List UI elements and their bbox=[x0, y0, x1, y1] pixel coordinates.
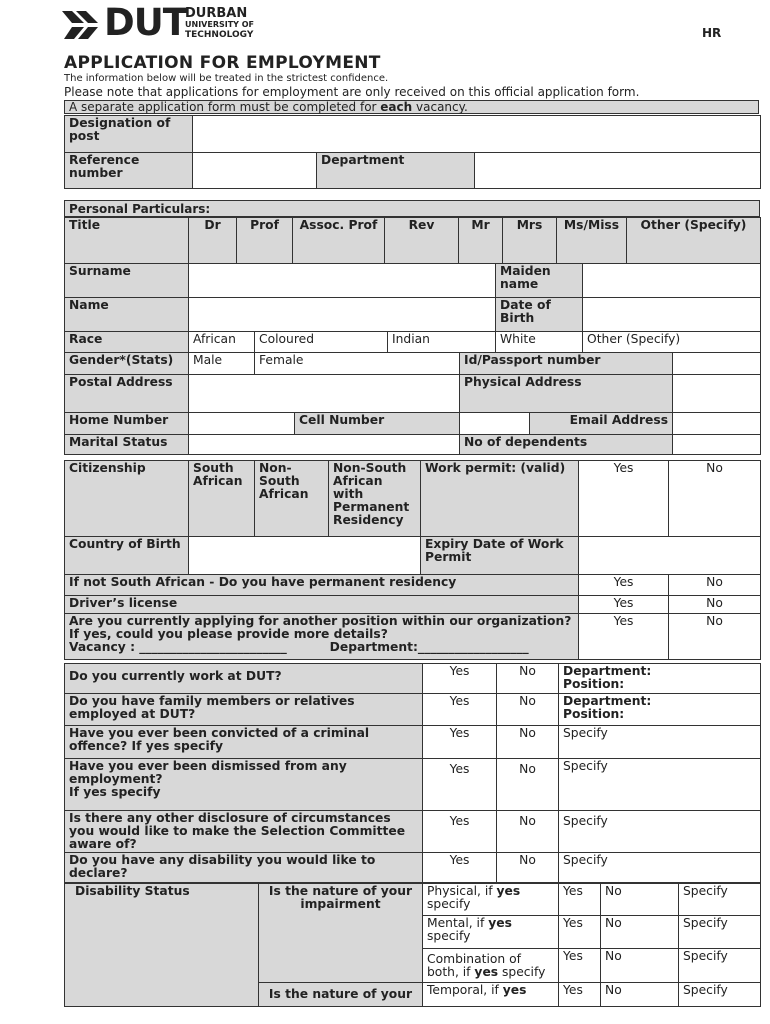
permit-label: Work permit: (valid) bbox=[421, 461, 579, 537]
disability-q-no[interactable]: No bbox=[497, 853, 559, 883]
physical-label: Physical Address bbox=[460, 375, 673, 413]
reference-field[interactable] bbox=[193, 153, 317, 189]
combination-specify[interactable]: Specify bbox=[679, 949, 761, 983]
title-rev[interactable]: Rev bbox=[385, 218, 459, 264]
home-label: Home Number bbox=[65, 413, 189, 435]
dependents-label: No of dependents bbox=[460, 435, 673, 455]
maiden-label: Maiden name bbox=[496, 264, 583, 298]
nature-label: Is the nature of your impairment bbox=[259, 884, 423, 983]
perm-res-label: If not South African - Do you have permanent residency bbox=[65, 575, 579, 596]
mental-option[interactable]: Mental, if yes specify bbox=[423, 916, 559, 949]
personal-table bbox=[64, 263, 761, 455]
temporal-yes[interactable]: Yes bbox=[559, 983, 601, 1007]
dismissed-no[interactable]: No bbox=[497, 759, 559, 811]
dismissed-yes[interactable]: Yes bbox=[423, 759, 497, 811]
country-label: Country of Birth bbox=[65, 537, 189, 575]
disclosure-yes[interactable]: Yes bbox=[423, 811, 497, 853]
questions-table bbox=[64, 663, 761, 883]
perm-res-yes[interactable]: Yes bbox=[579, 575, 669, 596]
title-table bbox=[64, 217, 761, 264]
dob-label: Date of Birth bbox=[496, 298, 583, 332]
criminal-specify[interactable]: Specify bbox=[559, 726, 761, 759]
reference-label: Reference number bbox=[65, 153, 193, 189]
postal-label: Postal Address bbox=[65, 375, 189, 413]
title-mr[interactable]: Mr bbox=[459, 218, 503, 264]
disability-status-label: Disability Status bbox=[65, 884, 259, 1007]
postal-field[interactable] bbox=[189, 375, 460, 413]
personal-section-header: Personal Particulars: bbox=[64, 200, 760, 217]
title-assoc-prof[interactable]: Assoc. Prof bbox=[293, 218, 385, 264]
another-position-label bbox=[65, 614, 579, 660]
expiry-field[interactable] bbox=[579, 537, 761, 575]
logo-arrows-icon bbox=[62, 9, 102, 41]
cit-south-african[interactable]: South African bbox=[189, 461, 255, 537]
disclosure-no[interactable]: No bbox=[497, 811, 559, 853]
department-field[interactable] bbox=[475, 153, 761, 189]
race-other[interactable]: Other (Specify) bbox=[583, 332, 761, 353]
logo-mark: DUT bbox=[104, 1, 187, 44]
title-label: Title bbox=[65, 218, 189, 264]
separate-form-note: A separate application form must be completed for each vacancy. bbox=[64, 100, 759, 114]
title-other[interactable]: Other (Specify) bbox=[627, 218, 761, 264]
dismissed-specify[interactable]: Specify bbox=[559, 759, 761, 811]
physical-field[interactable] bbox=[673, 375, 761, 413]
license-no[interactable]: No bbox=[669, 596, 761, 614]
mental-specify[interactable]: Specify bbox=[679, 916, 761, 949]
another-no[interactable]: No bbox=[669, 614, 761, 660]
dept-code: HR bbox=[702, 26, 722, 40]
designation-label: Designation of post bbox=[65, 116, 193, 153]
citizenship-table bbox=[64, 460, 761, 660]
cit-permanent-residency[interactable]: Non-South African with Permanent Residency bbox=[329, 461, 421, 537]
combination-no[interactable]: No bbox=[601, 949, 679, 983]
name-label: Name bbox=[65, 298, 189, 332]
combination-option[interactable]: Combination of both, if yes specify bbox=[423, 949, 559, 983]
another-yes[interactable]: Yes bbox=[579, 614, 669, 660]
work-dut-yes[interactable]: Yes bbox=[423, 664, 497, 694]
disability-table bbox=[64, 883, 761, 1007]
license-label: Driver’s license bbox=[65, 596, 579, 614]
cell-label: Cell Number bbox=[295, 413, 460, 435]
email-field[interactable] bbox=[673, 413, 761, 435]
title-mrs[interactable]: Mrs bbox=[503, 218, 557, 264]
cell-field[interactable] bbox=[460, 413, 530, 435]
disability-q-specify[interactable]: Specify bbox=[559, 853, 761, 883]
criminal-yes[interactable]: Yes bbox=[423, 726, 497, 759]
physical-no[interactable]: No bbox=[601, 884, 679, 916]
logo-name-line1: DURBAN bbox=[185, 6, 248, 21]
race-indian[interactable]: Indian bbox=[388, 332, 496, 353]
maiden-field[interactable] bbox=[583, 264, 761, 298]
citizenship-label: Citizenship bbox=[65, 461, 189, 537]
home-field[interactable] bbox=[189, 413, 295, 435]
criminal-label: Have you ever been convicted of a criminal offence? If yes specify bbox=[65, 726, 423, 759]
name-field[interactable] bbox=[189, 298, 496, 332]
id-label: Id/Passport number bbox=[460, 353, 673, 375]
work-dut-dept-pos[interactable]: Department: Position: bbox=[559, 664, 761, 694]
id-field[interactable] bbox=[673, 353, 761, 375]
disclosure-specify[interactable]: Specify bbox=[559, 811, 761, 853]
combination-yes[interactable]: Yes bbox=[559, 949, 601, 983]
confidential-note: The information below will be treated in the strictest confidence. bbox=[64, 73, 389, 84]
race-coloured[interactable]: Coloured bbox=[255, 332, 388, 353]
department-label: Department bbox=[317, 153, 475, 189]
work-dut-no[interactable]: No bbox=[497, 664, 559, 694]
email-label: Email Address bbox=[530, 413, 673, 435]
form-title: APPLICATION FOR EMPLOYMENT bbox=[64, 53, 381, 73]
logo-name-line3: TECHNOLOGY bbox=[185, 30, 254, 40]
permit-no[interactable]: No bbox=[669, 461, 761, 537]
permit-yes[interactable]: Yes bbox=[579, 461, 669, 537]
marital-label: Marital Status bbox=[65, 435, 189, 455]
temporal-no[interactable]: No bbox=[601, 983, 679, 1007]
physical-specify[interactable]: Specify bbox=[679, 884, 761, 916]
criminal-no[interactable]: No bbox=[497, 726, 559, 759]
official-form-note: Please note that applications for employment are only received on this official application form. bbox=[64, 85, 640, 99]
another-position-question: Are you currently applying for another position within our organization? If yes, could you please provide more details? bbox=[69, 614, 572, 641]
cit-non-south-african[interactable]: Non-South African bbox=[255, 461, 329, 537]
race-label: Race bbox=[65, 332, 189, 353]
perm-res-no[interactable]: No bbox=[669, 575, 761, 596]
dependents-field[interactable] bbox=[673, 435, 761, 455]
license-yes[interactable]: Yes bbox=[579, 596, 669, 614]
title-dr[interactable]: Dr bbox=[189, 218, 237, 264]
surname-field[interactable] bbox=[189, 264, 496, 298]
title-ms-miss[interactable]: Ms/Miss bbox=[557, 218, 627, 264]
family-label: Do you have family members or relatives employed at DUT? bbox=[65, 694, 423, 726]
temporal-option[interactable]: Temporal, if yes bbox=[423, 983, 559, 1007]
logo-name-line2: UNIVERSITY OF bbox=[185, 20, 255, 29]
family-yes[interactable]: Yes bbox=[423, 694, 497, 726]
disability-q-label: Do you have any disability you would like to declare? bbox=[65, 853, 423, 883]
mental-no[interactable]: No bbox=[601, 916, 679, 949]
dut-logo bbox=[62, 1, 262, 44]
gender-male[interactable]: Male bbox=[189, 353, 255, 375]
designation-field[interactable] bbox=[193, 116, 761, 153]
mental-yes[interactable]: Yes bbox=[559, 916, 601, 949]
title-prof[interactable]: Prof bbox=[237, 218, 293, 264]
disclosure-label: Is there any other disclosure of circumstances you would like to make the Selection Committee aware of? bbox=[65, 811, 423, 853]
post-table bbox=[64, 115, 761, 189]
race-african[interactable]: African bbox=[189, 332, 255, 353]
work-dut-label: Do you currently work at DUT? bbox=[65, 664, 423, 694]
marital-field[interactable] bbox=[189, 435, 460, 455]
physical-yes[interactable]: Yes bbox=[559, 884, 601, 916]
temporal-specify[interactable]: Specify bbox=[679, 983, 761, 1007]
gender-female[interactable]: Female bbox=[255, 353, 460, 375]
disability-q-yes[interactable]: Yes bbox=[423, 853, 497, 883]
nature-label-2: Is the nature of your bbox=[259, 983, 423, 1007]
dismissed-label: Have you ever been dismissed from any employment? If yes specify bbox=[65, 759, 423, 811]
country-field[interactable] bbox=[189, 537, 421, 575]
family-no[interactable]: No bbox=[497, 694, 559, 726]
family-dept-pos[interactable]: Department: Position: bbox=[559, 694, 761, 726]
dob-field[interactable] bbox=[583, 298, 761, 332]
surname-label: Surname bbox=[65, 264, 189, 298]
vacancy-line: Vacancy : ________________________ Department:__________________ bbox=[69, 640, 529, 654]
physical-option[interactable]: Physical, if yes specify bbox=[423, 884, 559, 916]
expiry-label: Expiry Date of Work Permit bbox=[421, 537, 579, 575]
race-white[interactable]: White bbox=[496, 332, 583, 353]
gender-label: Gender*(Stats) bbox=[65, 353, 189, 375]
